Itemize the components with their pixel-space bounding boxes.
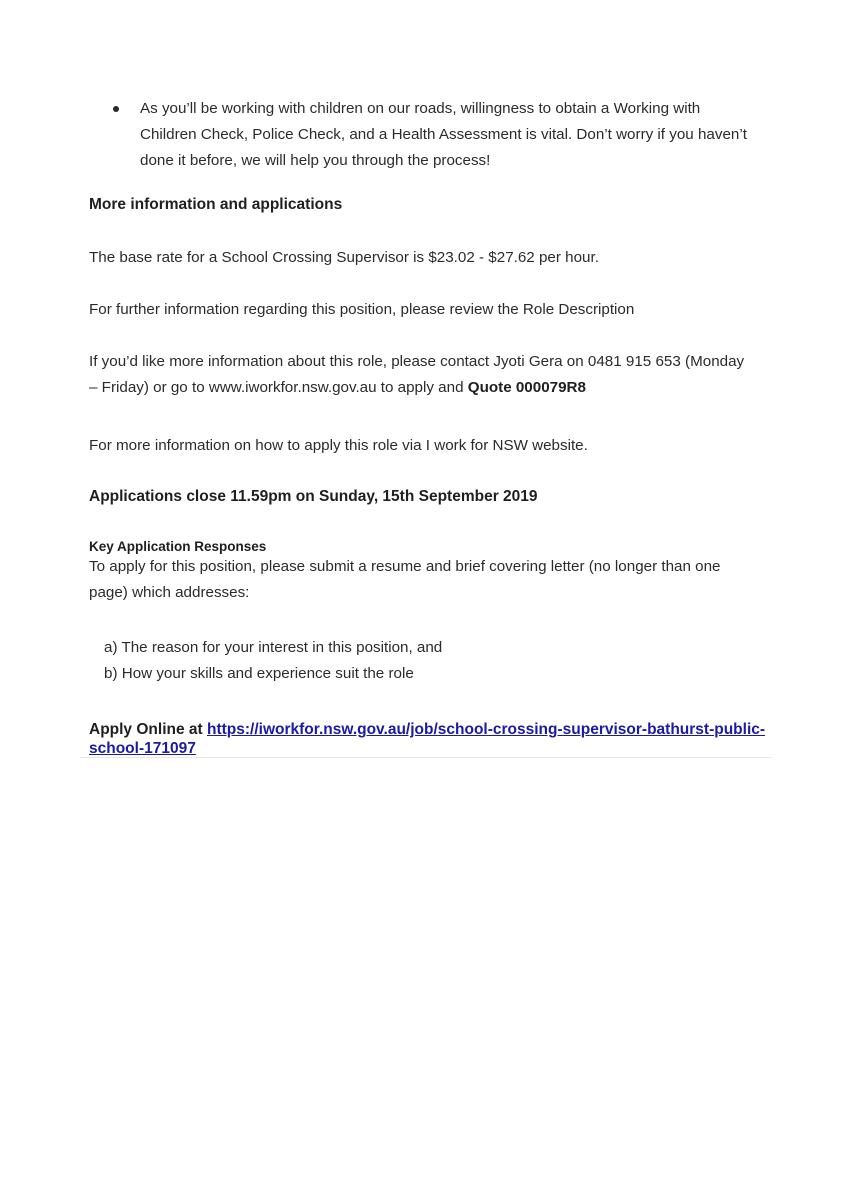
more-info-heading: More information and applications	[89, 196, 343, 213]
divider	[80, 757, 772, 758]
quote-number: Quote 000079R8	[467, 379, 586, 396]
contact-paragraph	[89, 349, 749, 401]
contact-text: If you’d like more information about this role, please contact Jyoti Gera on 0481 915 653 (Monday – Friday) or go to www.iworkfor.nsw.gov.au to apply and	[89, 353, 745, 396]
bullet-text: As you’ll be working with children on our roads, willingness to obtain a Working with Children Check, Police Check, and a Health Assessment is vital. Don’t worry if you haven’t done it before, we will help you through the process!	[140, 100, 747, 169]
closing-date-text: Applications close 11.59pm on Sunday, 15th September 2019	[89, 488, 538, 505]
apply-online-label: Apply Online at	[89, 721, 203, 738]
apply-online-line	[89, 720, 769, 758]
apply-online-link[interactable]: https://iworkfor.nsw.gov.au/job/school-crossing-supervisor-bathurst-public-school-171097	[89, 721, 766, 757]
key-responses-heading: Key Application Responses	[89, 539, 267, 554]
bullet-dot-icon	[113, 106, 119, 112]
how-to-apply-text: For more information on how to apply this role via I work for NSW website.	[89, 437, 588, 454]
further-info-text: For further information regarding this position, please review the Role Description	[89, 301, 635, 318]
key-responses-intro: To apply for this position, please submit a resume and brief covering letter (no longer than one page) which addresses:	[89, 558, 721, 601]
base-rate-text: The base rate for a School Crossing Supervisor is $23.02 - $27.62 per hour.	[89, 249, 599, 266]
list-item: b) How your skills and experience suit the role	[104, 665, 414, 682]
list-item: a) The reason for your interest in this position, and	[104, 639, 443, 656]
